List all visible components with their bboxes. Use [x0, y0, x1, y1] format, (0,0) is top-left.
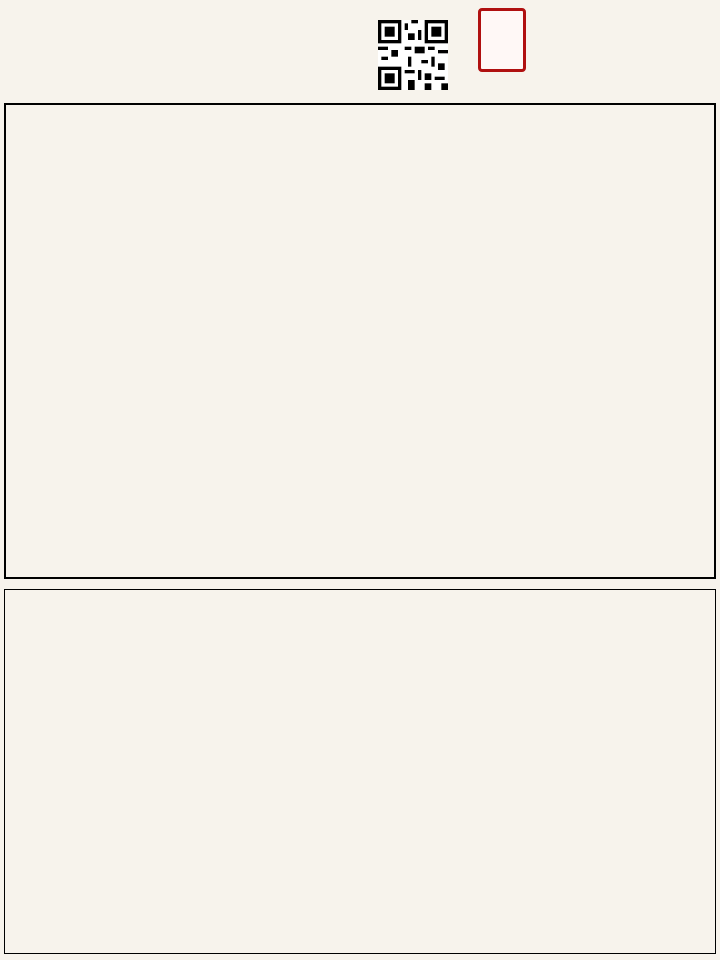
header [0, 0, 720, 100]
qr-code-icon [378, 20, 448, 90]
four-pillars-panel [4, 103, 716, 579]
annual-luck-table [4, 589, 716, 954]
seal-logo [478, 8, 526, 72]
